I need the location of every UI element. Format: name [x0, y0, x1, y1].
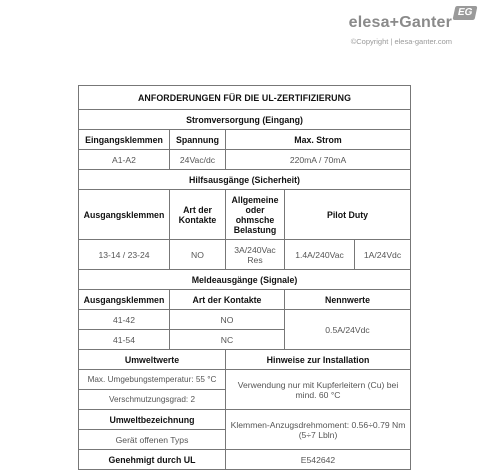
power-col-voltage: Spannung: [170, 130, 226, 150]
signal-row2-type: NC: [170, 330, 285, 350]
aux-col-terminals: Ausgangsklemmen: [79, 190, 170, 240]
approved-label: Genehmigt durch UL: [79, 450, 226, 470]
power-terminals-value: A1-A2: [79, 150, 170, 170]
ul-requirements-table: [78, 85, 411, 470]
aux-general-value: 3A/240Vac Res: [226, 240, 285, 270]
aux-terminals-value: 13-14 / 23-24: [79, 240, 170, 270]
power-col-current: Max. Strom: [226, 130, 411, 150]
power-col-terminals: Eingangsklemmen: [79, 130, 170, 150]
signal-row1-terminals: 41-42: [79, 310, 170, 330]
signal-row1-type: NO: [170, 310, 285, 330]
signal-rating-value: 0.5A/24Vdc: [285, 310, 411, 350]
section-aux-heading: Hilfsausgänge (Sicherheit): [79, 170, 411, 190]
eg-badge-icon: EG: [453, 6, 478, 20]
brand-logo: elesa+Ganter: [348, 14, 452, 31]
designation-heading: Umweltbezeichnung: [79, 410, 226, 430]
copyright-text: ©Copyright | elesa-ganter.com: [350, 37, 452, 46]
table-title: ANFORDERUNGEN FÜR DIE UL-ZERTIFIZIERUNG: [79, 86, 411, 110]
section-signal-heading: Meldeausgänge (Signale): [79, 270, 411, 290]
approved-value: E542642: [226, 450, 411, 470]
designation-value: Gerät offenen Typs: [79, 430, 226, 450]
power-voltage-value: 24Vac/dc: [170, 150, 226, 170]
power-current-value: 220mA / 70mA: [226, 150, 411, 170]
signal-col-rating: Nennwerte: [285, 290, 411, 310]
install-torque-value: Klemmen-Anzugsdrehmoment: 0.56÷0.79 Nm (5÷7 Lbln): [226, 410, 411, 450]
aux-type-value: NO: [170, 240, 226, 270]
section-power-heading: Stromversorgung (Eingang): [79, 110, 411, 130]
env-temp-value: Max. Umgebungstemperatur: 55 °C: [79, 370, 226, 390]
signal-col-terminals: Ausgangsklemmen: [79, 290, 170, 310]
env-pollution-value: Verschmutzungsgrad: 2: [79, 390, 226, 410]
env-heading: Umweltwerte: [79, 350, 226, 370]
aux-col-pilot: Pilot Duty: [285, 190, 411, 240]
install-heading: Hinweise zur Installation: [226, 350, 411, 370]
aux-pilot-ac-value: 1.4A/240Vac: [285, 240, 355, 270]
signal-row2-terminals: 41-54: [79, 330, 170, 350]
signal-col-type: Art der Kontakte: [170, 290, 285, 310]
install-wiring-value: Verwendung nur mit Kupferleitern (Cu) bei mind. 60 °C: [226, 370, 411, 410]
aux-col-general: Allgemeine oder ohmsche Belastung: [226, 190, 285, 240]
aux-col-type: Art der Kontakte: [170, 190, 226, 240]
aux-pilot-dc-value: 1A/24Vdc: [355, 240, 411, 270]
